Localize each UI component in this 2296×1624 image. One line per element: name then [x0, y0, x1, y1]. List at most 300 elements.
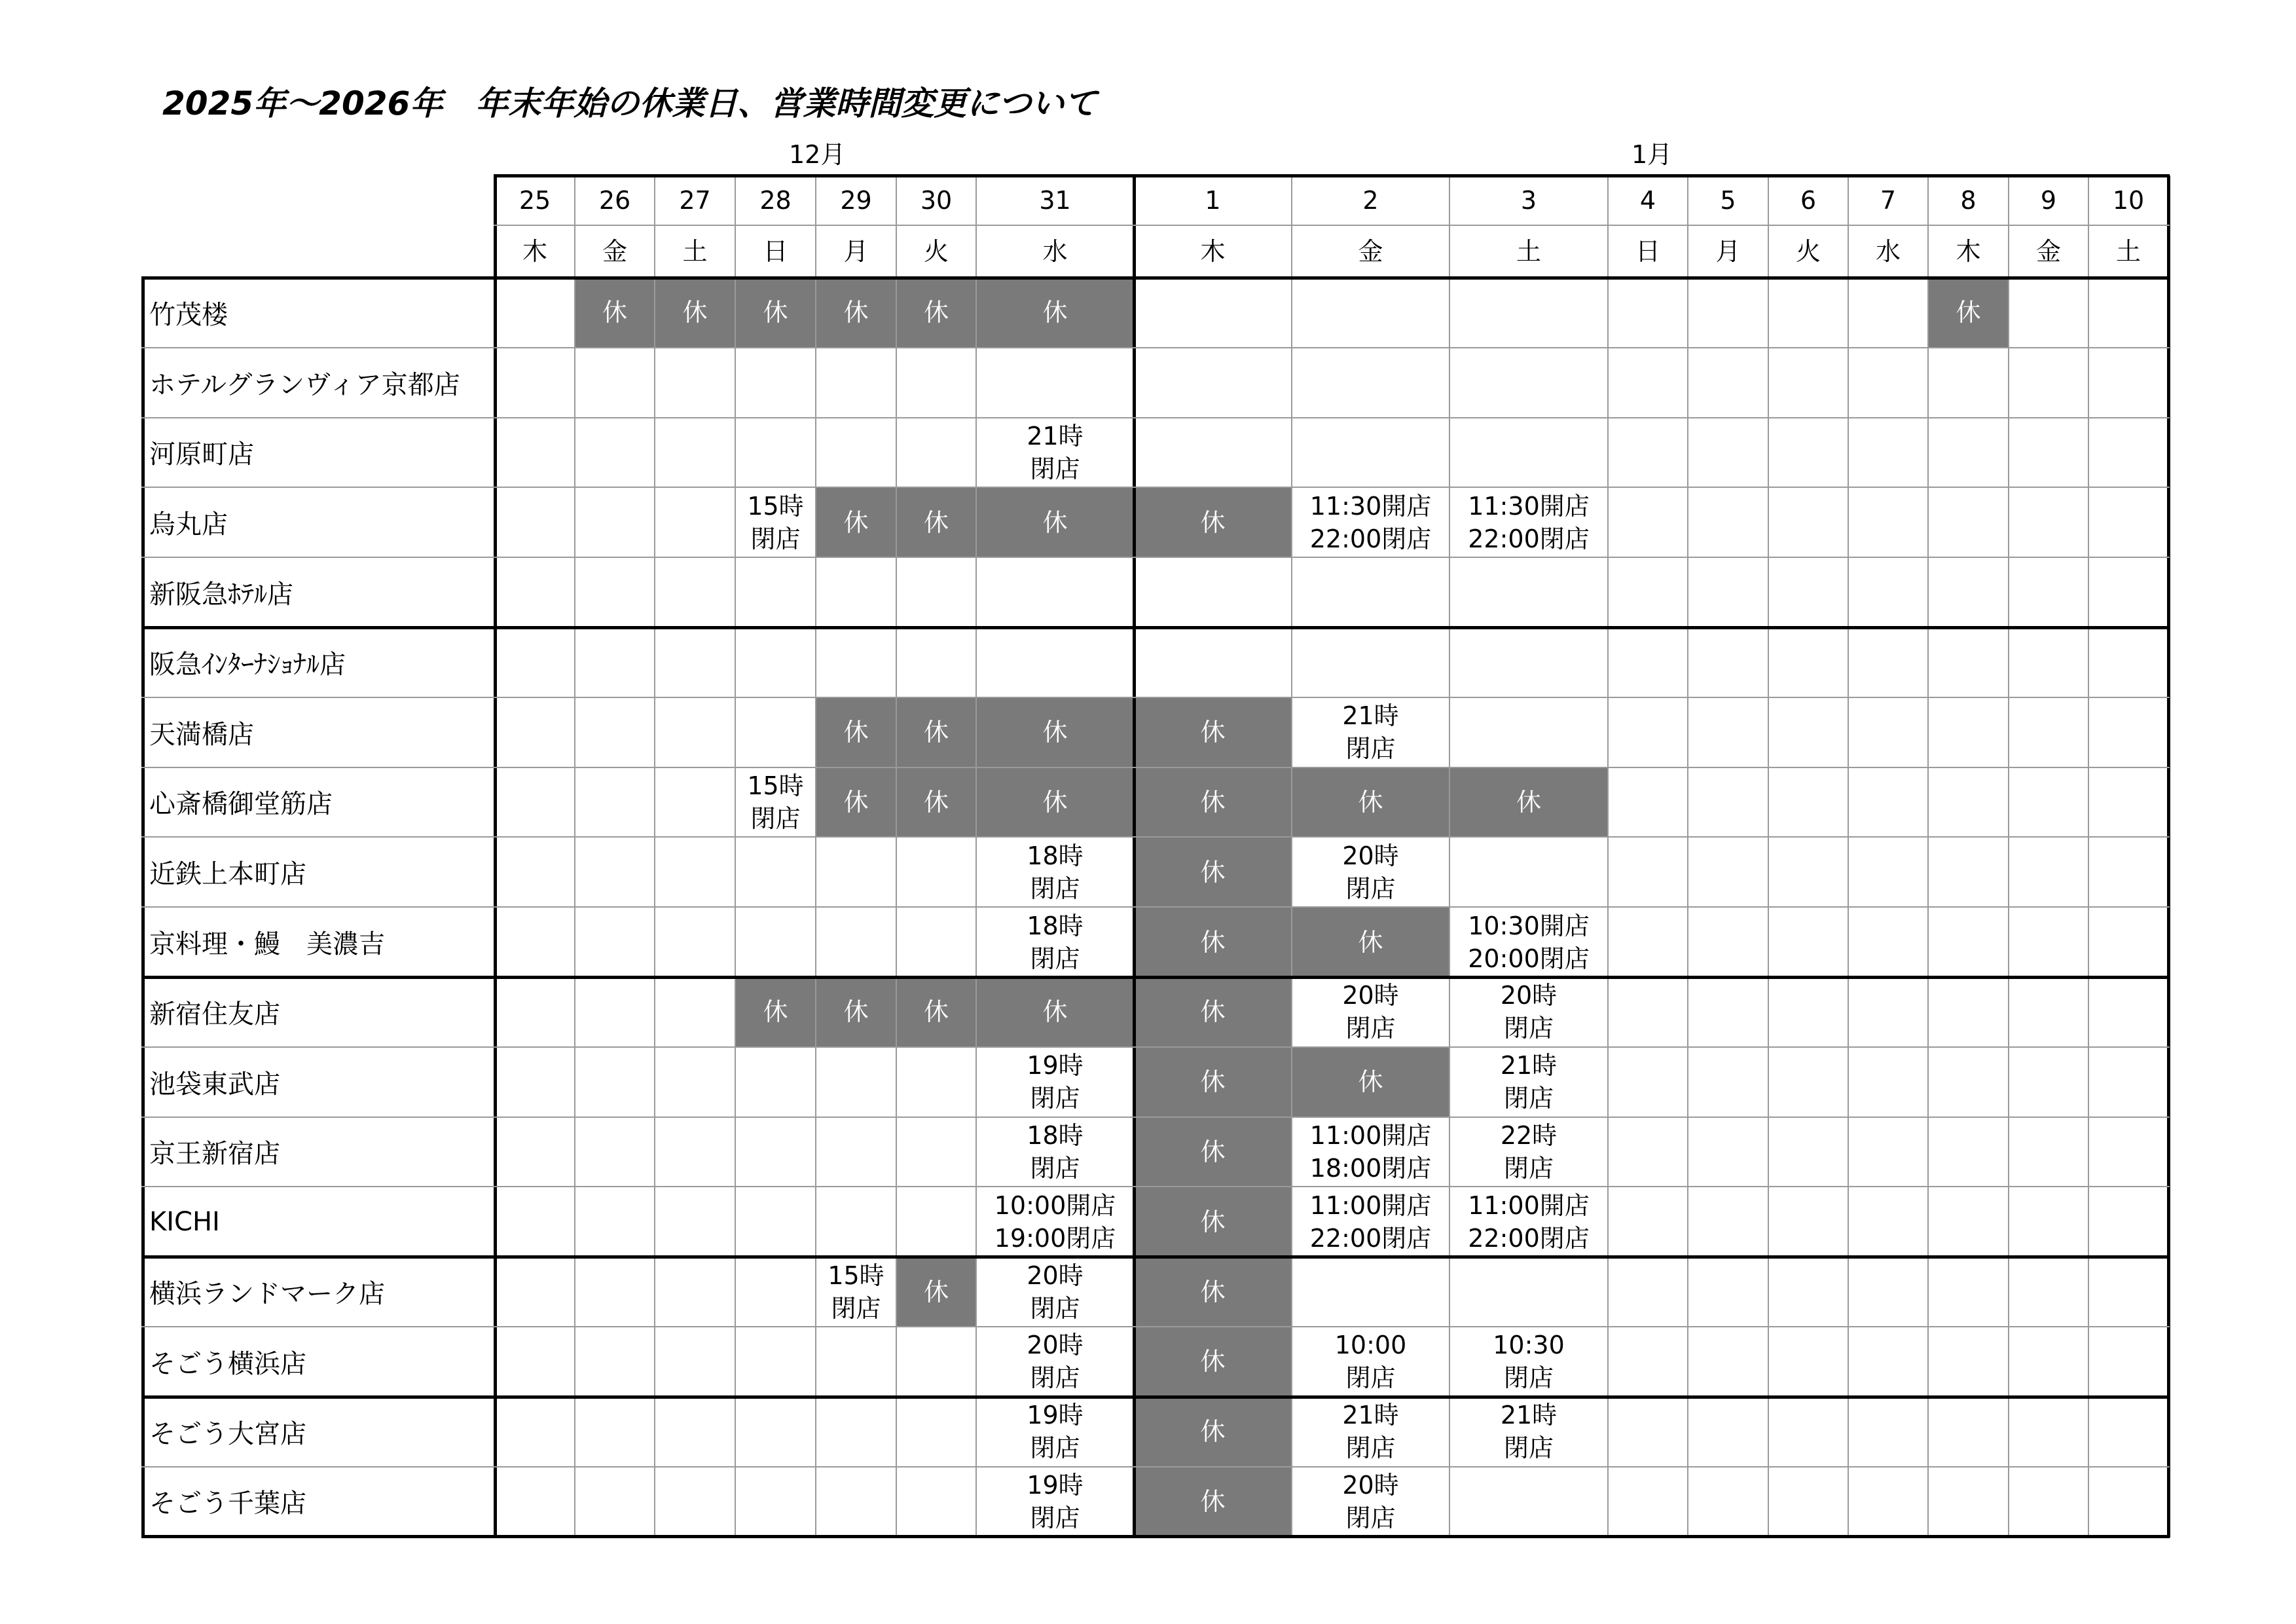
closed-day-cell: 休 [1134, 1187, 1292, 1257]
schedule-cell [1688, 418, 1768, 488]
grid-line-horizontal [141, 1326, 2170, 1327]
schedule-cell [1688, 1047, 1768, 1117]
schedule-cell [2009, 1327, 2088, 1397]
schedule-cell [2009, 348, 2088, 418]
schedule-cell [2088, 837, 2168, 907]
schedule-cell [1848, 1187, 1928, 1257]
schedule-cell [816, 1117, 896, 1187]
schedule-cell [1928, 348, 2009, 418]
closed-day-cell: 休 [1134, 767, 1292, 838]
schedule-cell [1768, 487, 1848, 557]
closed-day-cell: 休 [735, 977, 816, 1047]
hours-change-cell: 20時 閉店 [1027, 1261, 1084, 1323]
schedule-cell [1768, 278, 1848, 348]
schedule-cell [896, 348, 976, 418]
closed-day-cell: 休 [976, 767, 1134, 838]
store-name: 池袋東武店 [149, 1069, 280, 1099]
date-header-cell: 7 [1880, 186, 1897, 215]
date-header-cell: 1 [1205, 186, 1221, 215]
schedule-cell [575, 557, 655, 627]
schedule-cell [816, 1397, 896, 1467]
schedule-cell [735, 697, 816, 767]
closed-day-cell: 休 [896, 767, 976, 838]
schedule-cell [1768, 1397, 1848, 1467]
schedule-cell [1848, 557, 1928, 627]
closed-day-cell: 休 [816, 487, 896, 557]
month-label-december: 12月 [789, 140, 846, 169]
hours-change-cell: 10:00開店 19:00閉店 [994, 1190, 1116, 1253]
schedule-cell [1768, 418, 1848, 488]
schedule-cell [2088, 1397, 2168, 1467]
schedule-cell [896, 418, 976, 488]
schedule-cell [1768, 1467, 1848, 1537]
schedule-cell [1608, 1187, 1688, 1257]
schedule-cell [2009, 977, 2088, 1047]
schedule-cell [1608, 1257, 1688, 1327]
closed-day-cell: 休 [655, 278, 735, 348]
grid-line-horizontal [141, 1116, 2170, 1118]
closed-day-cell: 休 [1292, 907, 1449, 977]
schedule-cell [1292, 557, 1449, 627]
schedule-cell [575, 1467, 655, 1537]
schedule-cell [735, 837, 816, 907]
schedule-cell [976, 348, 1134, 418]
schedule-cell [1848, 1047, 1928, 1117]
schedule-cell [1928, 418, 2009, 488]
schedule-cell [2009, 1257, 2088, 1327]
date-header-cell: 30 [920, 186, 953, 215]
schedule-cell [1848, 1467, 1928, 1537]
schedule-cell [575, 697, 655, 767]
weekday-header-cell: 水 [1875, 237, 1901, 266]
weekday-header-cell: 金 [602, 237, 627, 266]
hours-change-cell: 11:30開店 22:00閉店 [1468, 491, 1590, 553]
hours-change-cell: 19時 閉店 [1027, 1051, 1084, 1113]
schedule-cell [896, 1397, 976, 1467]
closed-day-cell: 休 [1134, 1467, 1292, 1537]
hours-change-cell: 11:30開店 22:00閉店 [1309, 491, 1432, 553]
schedule-cell [2088, 767, 2168, 838]
closed-day-cell: 休 [816, 977, 896, 1047]
store-name: 烏丸店 [149, 509, 228, 540]
store-name: 天満橋店 [149, 719, 254, 750]
closed-day-cell: 休 [1928, 278, 2009, 348]
closed-day-cell: 休 [816, 697, 896, 767]
schedule-cell [816, 557, 896, 627]
schedule-cell [1928, 487, 2009, 557]
schedule-cell [495, 1047, 575, 1117]
date-header-cell: 5 [1720, 186, 1736, 215]
schedule-cell [735, 1117, 816, 1187]
grid-line-horizontal [141, 906, 2170, 908]
schedule-cell [655, 627, 735, 697]
schedule-cell [495, 697, 575, 767]
schedule-cell [2009, 1117, 2088, 1187]
schedule-cell [1928, 697, 2009, 767]
schedule-cell [896, 627, 976, 697]
closed-day-cell: 休 [976, 487, 1134, 557]
store-name: KICHI [149, 1206, 220, 1237]
hours-change-cell: 15時 閉店 [828, 1261, 884, 1323]
schedule-cell [1608, 1117, 1688, 1187]
schedule-cell [1688, 767, 1768, 838]
schedule-cell [1608, 977, 1688, 1047]
schedule-cell [655, 1187, 735, 1257]
date-header-cell: 9 [2040, 186, 2057, 215]
grid-line-vertical [1291, 175, 1292, 1538]
schedule-cell [1688, 837, 1768, 907]
schedule-cell [1688, 348, 1768, 418]
closed-day-cell: 休 [1134, 1117, 1292, 1187]
schedule-cell [1688, 1327, 1768, 1397]
schedule-cell [1688, 977, 1768, 1047]
store-name: 竹茂楼 [149, 299, 228, 330]
schedule-cell [495, 767, 575, 838]
schedule-cell [1928, 627, 2009, 697]
schedule-cell [1928, 767, 2009, 838]
hours-change-cell: 11:00開店 18:00閉店 [1309, 1120, 1432, 1183]
schedule-cell [655, 487, 735, 557]
schedule-cell [655, 418, 735, 488]
schedule-cell [1848, 278, 1928, 348]
holiday-schedule-table [143, 175, 2168, 1532]
schedule-cell [1688, 1257, 1768, 1327]
grid-line-vertical [141, 278, 145, 1538]
page-title: 2025年～2026年 年末年始の休業日、営業時間変更について [162, 84, 1097, 122]
schedule-cell [1608, 418, 1688, 488]
schedule-cell [655, 697, 735, 767]
schedule-cell [1449, 557, 1608, 627]
schedule-cell [1292, 627, 1449, 697]
grid-line-vertical [896, 175, 897, 1538]
schedule-cell [2009, 1187, 2088, 1257]
schedule-cell [1768, 1327, 1848, 1397]
schedule-cell [1848, 907, 1928, 977]
schedule-cell [1449, 278, 1608, 348]
schedule-cell [1848, 418, 1928, 488]
schedule-cell [1768, 1187, 1848, 1257]
schedule-cell [495, 977, 575, 1047]
hours-change-cell: 20時 閉店 [1342, 841, 1399, 903]
schedule-cell [1292, 1257, 1449, 1327]
schedule-cell [2009, 1397, 2088, 1467]
weekday-header-cell: 水 [1042, 237, 1068, 266]
store-name: 河原町店 [149, 439, 254, 470]
closed-day-cell: 休 [976, 977, 1134, 1047]
schedule-cell [575, 1257, 655, 1327]
schedule-cell [655, 767, 735, 838]
closed-day-cell: 休 [976, 697, 1134, 767]
schedule-cell [896, 837, 976, 907]
grid-line-vertical [1687, 175, 1688, 1538]
grid-line-horizontal [494, 174, 2170, 177]
schedule-cell [1449, 418, 1608, 488]
weekday-header-cell: 月 [1715, 237, 1741, 266]
schedule-cell [1688, 487, 1768, 557]
schedule-cell [1608, 487, 1688, 557]
schedule-cell [655, 1397, 735, 1467]
closed-day-cell: 休 [896, 487, 976, 557]
grid-line-vertical [2167, 175, 2170, 1538]
store-name: 阪急ｲﾝﾀｰﾅｼｮﾅﾙ店 [149, 649, 346, 680]
schedule-cell [2088, 1467, 2168, 1537]
schedule-cell [1134, 348, 1292, 418]
grid-line-vertical [1607, 175, 1609, 1538]
schedule-cell [1608, 767, 1688, 838]
schedule-cell [896, 1117, 976, 1187]
grid-line-horizontal [141, 1186, 2170, 1187]
grid-line-horizontal [141, 1535, 2170, 1538]
schedule-cell [2009, 557, 2088, 627]
store-name: そごう大宮店 [149, 1418, 306, 1449]
schedule-cell [735, 418, 816, 488]
grid-line-horizontal [141, 1046, 2170, 1048]
weekday-header-cell: 木 [522, 237, 547, 266]
schedule-cell [1134, 557, 1292, 627]
hours-change-cell: 21時 閉店 [1500, 1051, 1558, 1113]
weekday-header-cell: 火 [923, 237, 949, 266]
schedule-cell [816, 907, 896, 977]
weekday-header-cell: 木 [1200, 237, 1226, 266]
date-header-cell: 6 [1800, 186, 1817, 215]
schedule-cell [655, 837, 735, 907]
store-name: そごう横浜店 [149, 1348, 306, 1379]
schedule-cell [1928, 557, 2009, 627]
schedule-cell [2009, 627, 2088, 697]
schedule-cell [1449, 627, 1608, 697]
schedule-cell [1608, 1327, 1688, 1397]
schedule-cell [575, 767, 655, 838]
grid-line-horizontal [141, 276, 2170, 280]
closed-day-cell: 休 [1134, 977, 1292, 1047]
date-header-cell: 8 [1960, 186, 1977, 215]
schedule-cell [735, 1397, 816, 1467]
grid-line-vertical [1133, 175, 1136, 1538]
schedule-cell [1928, 1467, 2009, 1537]
closed-day-cell: 休 [1292, 767, 1449, 838]
closed-day-cell: 休 [575, 278, 655, 348]
schedule-cell [575, 1117, 655, 1187]
schedule-cell [1768, 697, 1848, 767]
schedule-cell [1768, 907, 1848, 977]
hours-change-cell: 20時 閉店 [1027, 1331, 1084, 1393]
schedule-cell [575, 627, 655, 697]
schedule-cell [2088, 1257, 2168, 1327]
schedule-cell [495, 1467, 575, 1537]
schedule-cell [976, 627, 1134, 697]
weekday-header-cell: 火 [1795, 237, 1821, 266]
schedule-cell [655, 1467, 735, 1537]
weekday-header-cell: 土 [682, 237, 708, 266]
grid-line-vertical [1449, 175, 1450, 1538]
schedule-cell [2088, 418, 2168, 488]
schedule-cell [2009, 487, 2088, 557]
date-header-cell: 10 [2112, 186, 2145, 215]
date-header-cell: 3 [1520, 186, 1537, 215]
schedule-cell [1848, 837, 1928, 907]
schedule-cell [735, 1257, 816, 1327]
schedule-cell [1134, 278, 1292, 348]
hours-change-cell: 10:30開店 20:00閉店 [1468, 911, 1590, 973]
schedule-cell [1768, 977, 1848, 1047]
closed-day-cell: 休 [1134, 1257, 1292, 1327]
schedule-cell [495, 348, 575, 418]
grid-line-vertical [815, 175, 816, 1538]
schedule-cell [1449, 1257, 1608, 1327]
closed-day-cell: 休 [896, 977, 976, 1047]
schedule-cell [1768, 767, 1848, 838]
store-name: 新宿住友店 [149, 999, 280, 1029]
hours-change-cell: 21時 閉店 [1342, 1401, 1399, 1463]
hours-change-cell: 20時 閉店 [1342, 981, 1399, 1043]
schedule-cell [1848, 627, 1928, 697]
hours-change-cell: 20時 閉店 [1500, 981, 1558, 1043]
weekday-header-cell: 木 [1956, 237, 1981, 266]
schedule-cell [575, 1327, 655, 1397]
store-name: 近鉄上本町店 [149, 859, 306, 890]
schedule-cell [575, 1187, 655, 1257]
schedule-cell [1688, 697, 1768, 767]
closed-day-cell: 休 [976, 278, 1134, 348]
schedule-cell [655, 348, 735, 418]
schedule-cell [1688, 557, 1768, 627]
hours-change-cell: 20時 閉店 [1342, 1470, 1399, 1532]
closed-day-cell: 休 [896, 1257, 976, 1327]
schedule-cell [896, 557, 976, 627]
schedule-cell [735, 1467, 816, 1537]
schedule-cell [1928, 907, 2009, 977]
schedule-cell [1848, 348, 1928, 418]
schedule-cell [1688, 1467, 1768, 1537]
schedule-cell [575, 487, 655, 557]
schedule-cell [575, 837, 655, 907]
schedule-cell [1608, 837, 1688, 907]
schedule-cell [1449, 837, 1608, 907]
schedule-cell [896, 1047, 976, 1117]
schedule-cell [1608, 907, 1688, 977]
schedule-cell [495, 1327, 575, 1397]
closed-day-cell: 休 [1292, 1047, 1449, 1117]
schedule-cell [1848, 977, 1928, 1047]
schedule-cell [1608, 348, 1688, 418]
grid-line-vertical [574, 175, 575, 1538]
weekday-header-cell: 金 [1358, 237, 1383, 266]
schedule-cell [2088, 907, 2168, 977]
schedule-cell [816, 418, 896, 488]
schedule-cell [1608, 627, 1688, 697]
grid-line-vertical [735, 175, 736, 1538]
schedule-cell [2088, 1327, 2168, 1397]
hours-change-cell: 15時 閉店 [747, 771, 804, 833]
schedule-cell [1449, 1467, 1608, 1537]
schedule-cell [1848, 1257, 1928, 1327]
schedule-cell [1134, 627, 1292, 697]
schedule-cell [2088, 1117, 2168, 1187]
schedule-cell [1848, 1327, 1928, 1397]
grid-line-horizontal [141, 557, 2170, 558]
schedule-cell [655, 1327, 735, 1397]
schedule-cell [1768, 627, 1848, 697]
schedule-cell [1608, 697, 1688, 767]
schedule-cell [575, 907, 655, 977]
store-name: そごう千葉店 [149, 1488, 306, 1519]
schedule-cell [2009, 1047, 2088, 1117]
schedule-cell [1608, 278, 1688, 348]
schedule-cell [1688, 1117, 1768, 1187]
schedule-cell [1928, 977, 2009, 1047]
weekday-header-cell: 日 [1635, 237, 1660, 266]
schedule-cell [2088, 1187, 2168, 1257]
schedule-cell [1768, 1047, 1848, 1117]
closed-day-cell: 休 [896, 278, 976, 348]
grid-line-horizontal [141, 836, 2170, 838]
grid-line-horizontal [141, 976, 2170, 979]
store-name: ホテルグランヴィア京都店 [149, 369, 460, 400]
schedule-cell [655, 1257, 735, 1327]
closed-day-cell: 休 [1134, 1327, 1292, 1397]
hours-change-cell: 21時 閉店 [1342, 701, 1399, 764]
schedule-cell [1928, 1187, 2009, 1257]
date-header-cell: 27 [679, 186, 711, 215]
closed-day-cell: 休 [1134, 487, 1292, 557]
month-label-january: 1月 [1631, 140, 1673, 169]
hours-change-cell: 21時 閉店 [1500, 1401, 1558, 1463]
schedule-cell [735, 348, 816, 418]
schedule-cell [816, 1327, 896, 1397]
schedule-cell [2088, 348, 2168, 418]
closed-day-cell: 休 [1134, 697, 1292, 767]
schedule-cell [575, 1397, 655, 1467]
hours-change-cell: 22時 閉店 [1500, 1120, 1558, 1183]
closed-day-cell: 休 [1134, 837, 1292, 907]
date-header-cell: 26 [598, 186, 631, 215]
hours-change-cell: 11:00開店 22:00閉店 [1309, 1190, 1432, 1253]
grid-line-horizontal [141, 487, 2170, 488]
schedule-cell [896, 907, 976, 977]
schedule-cell [1928, 1327, 2009, 1397]
schedule-cell [495, 1117, 575, 1187]
schedule-cell [816, 1187, 896, 1257]
schedule-cell [1928, 1047, 2009, 1117]
weekday-header-cell: 月 [843, 237, 869, 266]
schedule-cell [976, 557, 1134, 627]
schedule-cell [1928, 1257, 2009, 1327]
grid-line-horizontal [141, 417, 2170, 418]
schedule-cell [735, 557, 816, 627]
schedule-cell [495, 1187, 575, 1257]
store-name: 横浜ランドマーク店 [149, 1279, 385, 1310]
schedule-cell [735, 1187, 816, 1257]
weekday-header-cell: 日 [763, 237, 788, 266]
schedule-cell [1768, 1117, 1848, 1187]
grid-line-horizontal [141, 1395, 2170, 1399]
schedule-cell [1848, 1117, 1928, 1187]
schedule-cell [495, 837, 575, 907]
schedule-cell [735, 627, 816, 697]
schedule-cell [575, 418, 655, 488]
schedule-cell [2088, 487, 2168, 557]
grid-line-horizontal [141, 1255, 2170, 1259]
schedule-cell [495, 557, 575, 627]
hours-change-cell: 18時 閉店 [1027, 911, 1084, 973]
schedule-cell [495, 418, 575, 488]
weekday-header-cell: 土 [2115, 237, 2141, 266]
schedule-cell [495, 487, 575, 557]
closed-day-cell: 休 [1134, 1047, 1292, 1117]
schedule-cell [2009, 837, 2088, 907]
schedule-cell [1134, 418, 1292, 488]
schedule-cell [816, 348, 896, 418]
